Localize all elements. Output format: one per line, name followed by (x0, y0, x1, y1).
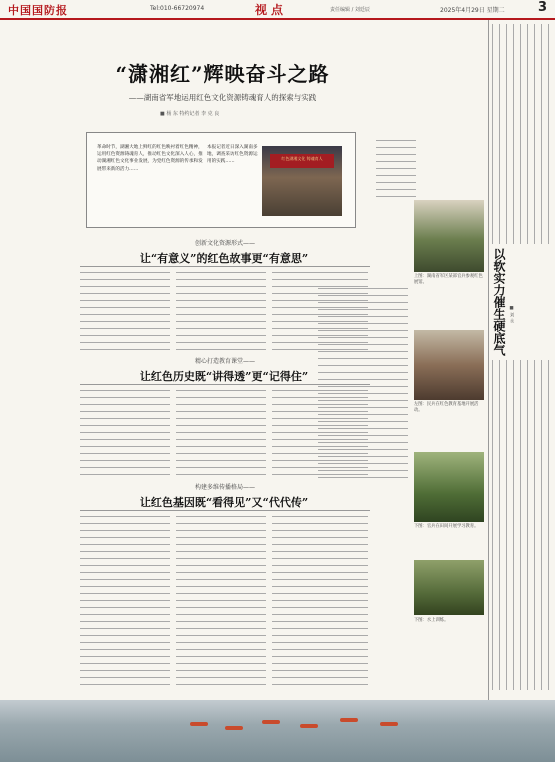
body-text-block (318, 288, 408, 483)
intro-paragraph-2: 本报记者近日深入湖南多地，调查采访红色资源运用的实践…… (207, 145, 258, 165)
section-kicker: 构建多维传播格局—— (194, 484, 255, 491)
photo-caption: 下图：官兵在田间开展学习教育。 (414, 524, 479, 529)
photo-militia (414, 330, 484, 400)
photo-field (414, 452, 484, 522)
photo-soldiers (414, 200, 484, 272)
bottom-photo-water (0, 700, 555, 762)
boat-shape (300, 724, 318, 728)
photo-banner-text: 红色湖湘文化 铸魂育人 (281, 156, 323, 161)
masthead-phone: Tel:010-66720974 (150, 5, 205, 12)
boat-shape (340, 718, 358, 722)
section-title: 让“有意义”的红色故事更“有意思” (139, 252, 309, 265)
photo-caption: 上图：湖南省军区某部官兵参观红色展馆。 (414, 274, 483, 285)
page-number: 3 (538, 0, 548, 15)
sidebar-text-block (492, 360, 552, 690)
masthead-editors: 责任编辑 / 刘廷辰 (330, 7, 370, 13)
section-kicker: 创新文化资源形式—— (194, 240, 255, 247)
article-byline: ■ 杨 东 特约记者 李 克 良 (160, 111, 220, 117)
body-text-block (80, 516, 170, 691)
body-text-block (176, 272, 266, 352)
sidebar-text-block (492, 24, 552, 244)
issue-date: 2025年4月29日 星期二 (440, 7, 505, 14)
section-name: 视点 (255, 3, 288, 17)
sidebar-rule (488, 20, 489, 700)
masthead (0, 0, 555, 20)
sidebar-headline: 以软实力催生硬底气 (492, 248, 506, 356)
photo-caption: 左图：民兵在红色教育基地开展活动。 (414, 402, 479, 413)
photo-caption: 下图：水上训练。 (414, 618, 449, 623)
article-subtitle: ——湖南省军地运用红色文化资源铸魂育人的探索与实践 (128, 93, 317, 102)
intro-paragraph: 革命时节，湖湘大地上鲜红的红色映衬着红色精神，运用红色资源铸魂育人，推动红色文化深入人心，推动湖湘红色文化事业发展，为党红色资源的传承和发展带来新的活力…… (97, 145, 203, 172)
lead-photo (262, 146, 342, 216)
section-title: 让红色历史既“讲得透”更“记得住” (139, 370, 309, 383)
section-title: 让红色基因既“看得见”又“代代传” (139, 496, 309, 509)
section-divider (80, 266, 370, 267)
sidebar-author: ■ 刘 永 (509, 306, 514, 323)
boat-shape (225, 726, 243, 730)
boat-shape (380, 722, 398, 726)
section-divider (80, 510, 370, 511)
body-text-block (176, 390, 266, 475)
boat-shape (190, 722, 208, 726)
body-text-block (272, 516, 368, 691)
boat-shape (262, 720, 280, 724)
newspaper-logo: 中国国防报 (8, 4, 68, 17)
body-text-block (80, 390, 170, 475)
body-text-block (80, 272, 170, 352)
photo-training (414, 560, 484, 615)
body-text-block (176, 516, 266, 691)
section-kicker: 精心打造教育课堂—— (194, 358, 255, 365)
caption-block (376, 140, 416, 200)
article-headline: “潇湘红”辉映奋斗之路 (115, 62, 330, 86)
